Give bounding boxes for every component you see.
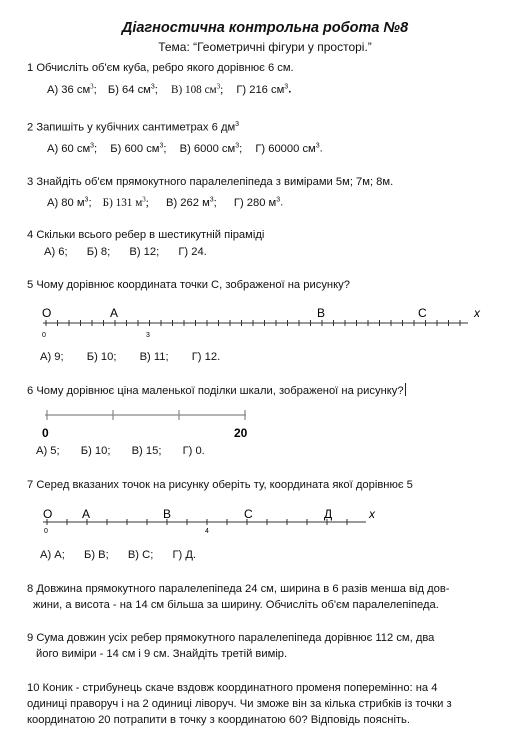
option-d: Г) 280 $м^3$	[233, 196, 281, 209]
option-a: А) 9;	[40, 351, 64, 363]
option-c: В) 108 $см^3$;	[171, 82, 224, 96]
question-3-options: А) 80 $м^3$; Б) 131 $м^3$; В) 262 $м^3$; Г) 280 $м^3$.	[47, 195, 284, 209]
option-c: В) 12;	[129, 246, 160, 258]
option-d: Г) Д.	[172, 549, 197, 561]
tick-label-three: 3	[146, 332, 150, 339]
option-b: Б) 600 $см^3$;	[110, 142, 167, 155]
question-8-line-2: жини, а висота - на 14 см більша за ширину. Обчисліть об'єм паралелепіпеда.	[33, 599, 439, 611]
point-a-label: А	[110, 306, 119, 320]
question-8-line-1: 8 Довжина прямокутного паралелепіпеда 24 см, ширина в 6 разів менша від дов-	[27, 583, 450, 595]
question-5-options	[40, 351, 220, 363]
question-5: 5 Чому дорівнює координата точки С, зображеної на рисунку?	[27, 279, 350, 291]
tick-label-four: 4	[205, 528, 209, 535]
option-d: Г) 216 $см^3$	[236, 83, 289, 96]
option-b: Б) 10;	[86, 351, 117, 363]
option-c: В) 11;	[139, 351, 169, 363]
option-d: Г) 24.	[178, 246, 207, 258]
question-6-options	[36, 445, 205, 457]
point-c-label: С	[418, 306, 427, 320]
option-a: А) 5;	[36, 445, 60, 457]
option-a: А) 80 $м^3$;	[47, 196, 92, 209]
tick-label-zero: 0	[42, 332, 46, 339]
option-b: Б) В;	[83, 549, 109, 561]
question-4-options	[44, 246, 207, 258]
question-10-line-2: одиниці праворуч і на 2 одиниці ліворуч. Чи зможе він за кілька стрибків із точки з	[27, 698, 452, 710]
question-10-line-1: 10 Коник - стрибунець скаче вздовж координатного променя поперемінно: на 4	[27, 682, 438, 694]
question-1: 1 Обчисліть об'єм куба, ребро якого дорівнює 6 см.	[27, 62, 294, 74]
point-o-label: О	[43, 507, 53, 521]
question-9-line-2: його виміри - 14 см і 9 см. Знайдіть третій вимір.	[36, 648, 288, 660]
page-title: Діагностична контрольна робота №8	[121, 20, 409, 36]
question-1-options: А) 36 $см^3$; Б) 64 $см^3$; В) 108 $см^3$; Г) 216 $см^3$.	[47, 82, 292, 96]
option-b: Б) 131 $м^3$;	[102, 195, 149, 209]
text-cursor	[405, 383, 406, 396]
option-d: Г) 12.	[191, 351, 221, 363]
option-d: Г) 0.	[182, 445, 205, 457]
option-a: А) А;	[40, 549, 65, 561]
question-4: 4 Скільки всього ребер в шестикутній піраміді	[27, 229, 265, 241]
point-b-label: В	[317, 306, 326, 320]
scale-label-twenty: 20	[234, 426, 248, 440]
option-b: Б) 10;	[80, 445, 111, 457]
scale-label-zero: 0	[42, 426, 49, 440]
point-a-label: А	[82, 507, 91, 521]
question-9-line-1: 9 Сума довжин усіх ребер прямокутного паралелепіпеда дорівнює 112 см, два	[27, 632, 435, 644]
option-a: А) 6;	[44, 246, 68, 258]
question-10-line-3: координатою 20 потрапити в точку з координатою 60? Відповідь поясніть.	[27, 714, 410, 726]
question-2-options: А) 60 $см^3$; Б) 600 $см^3$; В) 6000 $см^3$; Г) 60000 $см^3$.	[47, 142, 323, 155]
option-c: В) 15;	[131, 445, 162, 457]
point-c-label: С	[244, 507, 253, 521]
option-c: В) С;	[127, 549, 154, 561]
question-7-options	[40, 549, 196, 561]
number-line-q7	[0, 500, 530, 540]
question-2: 2 Запишіть у кубічних сантиметрах 6 $дм^3$	[27, 121, 240, 134]
option-b: Б) 8;	[86, 246, 111, 258]
option-c: В) 262 $м^3$;	[166, 196, 217, 209]
question-3: 3 Знайдіть об'єм прямокутного паралелепіпеда з вимірами 5м; 7м; 8м.	[27, 176, 394, 188]
option-a: А) 36 $см^3$;	[47, 82, 97, 96]
axis-x-label: х	[369, 507, 375, 521]
point-o-label: О	[42, 306, 52, 320]
tick-label-zero: 0	[44, 528, 48, 535]
option-d: Г) 60000 $см^3$	[255, 142, 320, 155]
scale-q6	[0, 405, 530, 440]
option-b: Б) 64 $см^3$;	[107, 83, 158, 96]
point-b-label: В	[163, 507, 172, 521]
axis-x-label: х	[474, 306, 480, 320]
number-line-q5	[0, 300, 530, 345]
question-7: 7 Серед вказаних точок на рисунку оберіть ту, координата якої дорівнює 5	[27, 479, 413, 491]
option-c: В) 6000 $см^3$;	[179, 142, 243, 155]
point-d-label: Д	[324, 507, 333, 521]
option-a: А) 60 $см^3$;	[47, 142, 98, 155]
page-subtitle: Тема: “Геометричні фігури у просторі.”	[158, 40, 372, 54]
question-6: 6 Чому дорівнює ціна маленької поділки шкали, зображеної на рисунку?	[27, 385, 404, 397]
